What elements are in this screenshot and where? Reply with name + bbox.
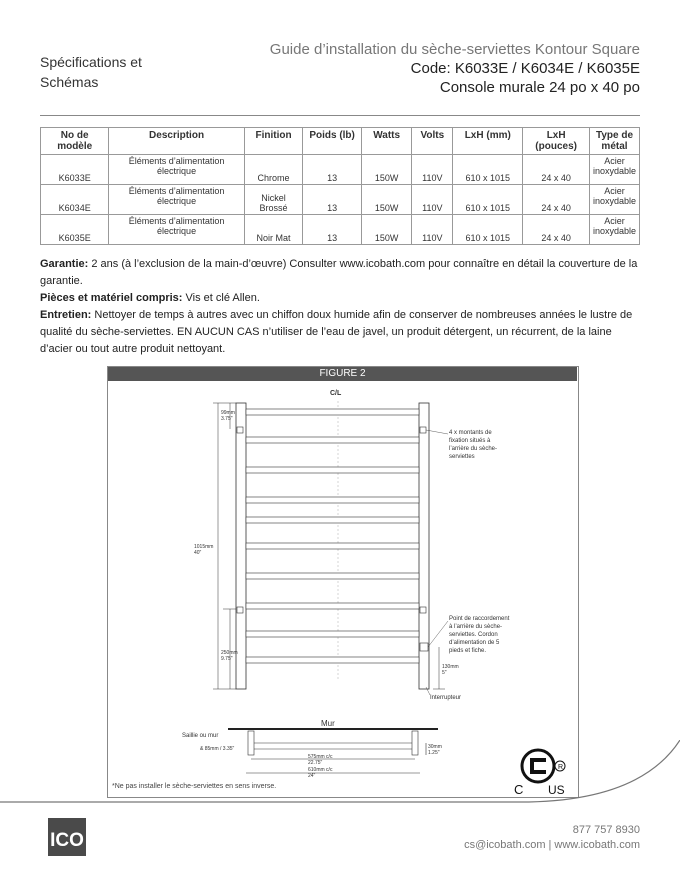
col-header-weight: Poids (lb) — [303, 128, 361, 155]
website-link[interactable]: www.icobath.com — [554, 839, 640, 851]
power-connection — [420, 643, 428, 651]
guide-title: Guide d’installation du sèche-serviettes Kontour Square — [269, 41, 640, 58]
cell-lxh-mm: 610 x 1015 — [453, 185, 523, 215]
document-header — [270, 40, 640, 97]
cert-us: US — [548, 783, 565, 796]
cell-finish: Nickel Brossé — [244, 185, 303, 215]
cell-model: K6033E — [41, 155, 109, 185]
cell-watts: 150W — [361, 215, 412, 245]
bar — [246, 517, 419, 523]
cell-volts: 110V — [412, 185, 453, 215]
parts-paragraph — [40, 290, 640, 307]
cell-lxh-in: 24 x 40 — [523, 155, 590, 185]
towel-warmer-diagram — [108, 381, 577, 795]
console-size: Console murale 24 po x 40 po — [439, 79, 640, 96]
cell-lxh-mm: 610 x 1015 — [453, 155, 523, 185]
wall-label: Mur — [321, 719, 335, 728]
bar — [246, 437, 419, 443]
parts-label: Pièces et matériel compris: — [40, 292, 183, 304]
bracket-note-line: fixation situés à — [449, 438, 491, 444]
connection-note-line: à l’arrière du sèche- — [449, 624, 503, 630]
cell-weight: 13 — [303, 185, 361, 215]
cell-metal: Acier inoxydable — [589, 185, 639, 215]
registered-letter: R — [558, 764, 564, 771]
contact-info — [464, 823, 640, 853]
spec-table — [40, 127, 640, 245]
cell-watts: 150W — [361, 185, 412, 215]
parts-text: Vis et clé Allen. — [182, 292, 260, 304]
bracket — [237, 607, 243, 613]
col-header-volts: Volts — [412, 128, 453, 155]
decorative-curve — [0, 740, 680, 810]
col-header-watts: Watts — [361, 128, 412, 155]
connection-callout-line — [428, 621, 448, 647]
width-cc-mm: 575mm c/c — [308, 754, 333, 760]
dim-height-in: 40" — [194, 550, 202, 556]
width-cc-in: 22.75" — [308, 760, 323, 766]
warranty-text: 2 ans (à l’exclusion de la main-d’œuvre) Consulter www.icobath.com pour connaître en détail la couverture de la garantie. — [40, 258, 638, 287]
figure-footnote: *Ne pas installer le sèche-serviettes en sens inverse. — [112, 783, 277, 790]
bar — [246, 543, 419, 549]
bracket — [420, 427, 426, 433]
col-header-metal: Type de métal — [589, 128, 639, 155]
bracket — [237, 427, 243, 433]
cell-lxh-in: 24 x 40 — [523, 215, 590, 245]
bracket-note-line: l’arrière du sèche- — [449, 446, 498, 452]
warranty-paragraph — [40, 256, 640, 290]
cell-lxh-mm: 610 x 1015 — [453, 215, 523, 245]
connection-note — [449, 616, 511, 654]
cell-description: Éléments d’alimentation électrique — [109, 215, 244, 245]
dim-right-mm: 130mm — [442, 664, 459, 670]
col-header-lxh-in: LxH (pouces) — [523, 128, 590, 155]
ico-logo-icon — [48, 818, 86, 856]
table-row — [41, 155, 640, 185]
towel-bars — [246, 409, 419, 663]
figure-title: FIGURE 2 — [108, 367, 577, 381]
bar — [246, 497, 419, 503]
section-label: Spécifications et Schémas — [40, 54, 142, 90]
bar — [246, 467, 419, 473]
cell-model: K6034E — [41, 185, 109, 215]
col-header-description: Description — [109, 128, 244, 155]
bracket-note — [449, 430, 499, 460]
cell-metal: Acier inoxydable — [589, 215, 639, 245]
dim-height-mm: 1015mm — [194, 544, 214, 550]
connection-note-line: serviettes. Cordon — [449, 632, 498, 638]
maintenance-paragraph — [40, 307, 640, 358]
dim-bottom-in: 9.75" — [221, 656, 233, 662]
projection-value: & 85mm / 3.35" — [200, 746, 235, 752]
cell-model: K6035E — [41, 215, 109, 245]
connection-note-line: d’alimentation de 5 — [449, 640, 500, 646]
col-header-model: No de modèle — [41, 128, 109, 155]
connection-note-line: Point de raccordement — [449, 616, 510, 622]
phone-number: 877 757 8930 — [572, 824, 640, 836]
dim-bottom-mm: 250mm — [221, 650, 238, 656]
cert-c: C — [514, 782, 524, 796]
width-mm: 610mm c/c — [308, 767, 333, 773]
width-in: 24" — [308, 773, 316, 779]
cell-watts: 150W — [361, 155, 412, 185]
maintenance-text: Nettoyer de temps à autres avec un chiffon doux humide afin de conserver de nombreuses années le lustre de qualité du sèche-serviettes. EN AUCUN CAS n’utiliser de l’eau de javel, un produit détergent, un récurrent, de la laine d’acier ou tout autre produit nettoyant. — [40, 309, 633, 355]
bar — [246, 657, 419, 663]
cell-weight: 13 — [303, 155, 361, 185]
cell-weight: 13 — [303, 215, 361, 245]
header-divider — [40, 115, 640, 116]
bracket-note-line: 4 x montants de — [449, 430, 492, 436]
table-row — [41, 185, 640, 215]
email-link[interactable]: cs@icobath.com — [464, 839, 546, 851]
dim-right-in: 5" — [442, 670, 447, 676]
connection-note-line: pieds et fiche. — [449, 648, 487, 654]
cell-volts: 110V — [412, 155, 453, 185]
bar — [246, 409, 419, 415]
cell-volts: 110V — [412, 215, 453, 245]
product-codes: Code: K6033E / K6034E / K6035E — [410, 60, 640, 77]
dim-top-in: 3.75" — [221, 416, 233, 422]
cell-description: Éléments d’alimentation électrique — [109, 185, 244, 215]
cell-metal: Acier inoxydable — [589, 155, 639, 185]
centerline-label: C/L — [330, 390, 342, 397]
table-header-row — [41, 128, 640, 155]
bar — [246, 603, 419, 609]
height-dimensions — [213, 403, 236, 689]
maintenance-label: Entretien: — [40, 309, 92, 321]
left-rail — [236, 403, 246, 689]
switch-label: Interrupteur — [430, 695, 462, 701]
contact-line — [464, 838, 640, 853]
mounting-brackets — [237, 427, 428, 651]
warranty-label: Garantie: — [40, 258, 89, 270]
bar — [246, 631, 419, 637]
depth-in: 1.25" — [428, 750, 440, 756]
cell-finish: Noir Mat — [244, 215, 303, 245]
bracket — [420, 607, 426, 613]
cell-description: Éléments d’alimentation électrique — [109, 155, 244, 185]
col-header-finish: Finition — [244, 128, 303, 155]
dim-top-mm: 99mm — [221, 410, 235, 416]
depth-mm: 30mm — [428, 744, 442, 750]
cell-finish: Chrome — [244, 155, 303, 185]
logo-text: ICO — [50, 830, 84, 851]
cell-lxh-in: 24 x 40 — [523, 185, 590, 215]
bar — [246, 573, 419, 579]
projection-label: Saillie ou mur — [182, 733, 219, 739]
bracket-note-line: serviettes — [449, 454, 475, 460]
table-row — [41, 215, 640, 245]
separator: | — [548, 839, 552, 851]
info-paragraphs — [40, 256, 640, 358]
col-header-lxh-mm: LxH (mm) — [453, 128, 523, 155]
